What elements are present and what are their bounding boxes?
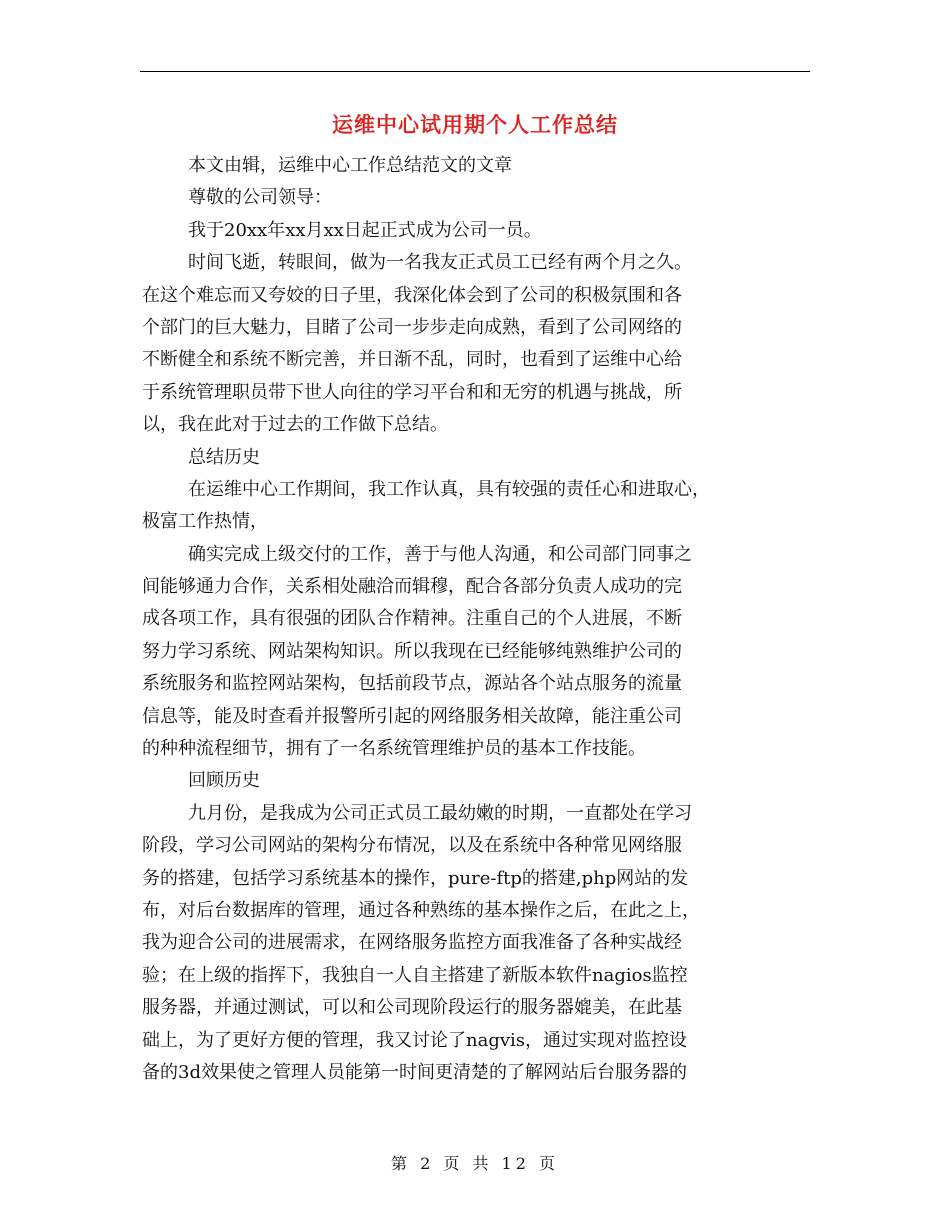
paragraph-line: 系统服务和监控网站架构，包括前段节点，源站各个站点服务的流量 [142, 673, 682, 695]
paragraph-line: 尊敬的公司领导： [188, 187, 332, 209]
paragraph-line: 间能够通力合作，关系相处融洽而辑穆，配合各部分负责人成功的完 [142, 576, 682, 598]
paragraph-line: 极富工作热情， [142, 511, 268, 533]
paragraph-line: 以，我在此对于过去的工作做下总结。 [142, 414, 448, 436]
paragraph-line: 确实完成上级交付的工作，善于与他人沟通，和公司部门同事之 [188, 543, 692, 565]
paragraph-line: 服务器，并通过测试，可以和公司现阶段运行的服务器媲美，在此基 [142, 997, 682, 1019]
paragraph-line: 的种种流程细节，拥有了一名系统管理维护员的基本工作技能。 [142, 738, 646, 760]
paragraph-line: 个部门的巨大魅力，目睹了公司一步步走向成熟，看到了公司网络的 [142, 316, 682, 338]
paragraph-line: 九月份，是我成为公司正式员工最幼嫩的时期，一直都处在学习 [188, 802, 692, 824]
paragraph-line: 于系统管理职员带下世人向往的学习平台和和无穷的机遇与挑战，所 [142, 381, 682, 403]
paragraph-line: 努力学习系统、网站架构知识。所以我现在已经能够纯熟维护公司的 [142, 640, 682, 662]
paragraph-line: 我于20xx年xx月xx日起正式成为公司一员。 [188, 219, 542, 241]
paragraph-line: 我为迎合公司的进展需求，在网络服务监控方面我准备了各种实战经 [142, 932, 682, 954]
paragraph-line: 阶段，学习公司网站的架构分布情况，以及在系统中各种常见网络服 [142, 835, 682, 857]
paragraph-line: 时间飞逝，转眼间，做为一名我友正式员工已经有两个月之久。 [188, 252, 692, 274]
paragraph-line: 验；在上级的指挥下，我独自一人自主搭建了新版本软件nagios监控 [142, 964, 688, 986]
paragraph-line: 成各项工作，具有很强的团队合作精神。注重自己的个人进展，不断 [142, 608, 682, 630]
paragraph-line: 不断健全和系统不断完善，并日渐不乱，同时，也看到了运维中心给 [142, 349, 682, 371]
paragraph-line: 务的搭建，包括学习系统基本的操作，pure-ftp的搭建,php网站的发 [142, 867, 689, 889]
paragraph-line: 在这个难忘而又夸姣的日子里，我深化体会到了公司的积极氛围和各 [142, 284, 682, 306]
paragraph-line: 信息等，能及时查看并报警所引起的网络服务相关故障，能注重公司 [142, 705, 682, 727]
header-rule [140, 71, 810, 72]
section-heading: 总结历史 [188, 446, 260, 468]
document-title: 运维中心试用期个人工作总结 [332, 113, 618, 137]
paragraph-line: 在运维中心工作期间，我工作认真，具有较强的责任心和进取心， [188, 478, 710, 500]
paragraph-line: 布，对后台数据库的管理，通过各种熟练的基本操作之后，在此之上， [142, 899, 700, 921]
page-number: 第 2 页 共 12 页 [391, 1154, 559, 1173]
section-heading: 回顾历史 [188, 770, 260, 792]
document-body [142, 150, 810, 1089]
paragraph-line: 础上，为了更好方便的管理，我又讨论了nagvis，通过实现对监控设 [142, 1029, 688, 1051]
paragraph-line: 本文由辑，运维中心工作总结范文的文章 [188, 155, 512, 176]
paragraph-line: 备的3d效果使之管理人员能第一时间更清楚的了解网站后台服务器的 [142, 1061, 687, 1083]
